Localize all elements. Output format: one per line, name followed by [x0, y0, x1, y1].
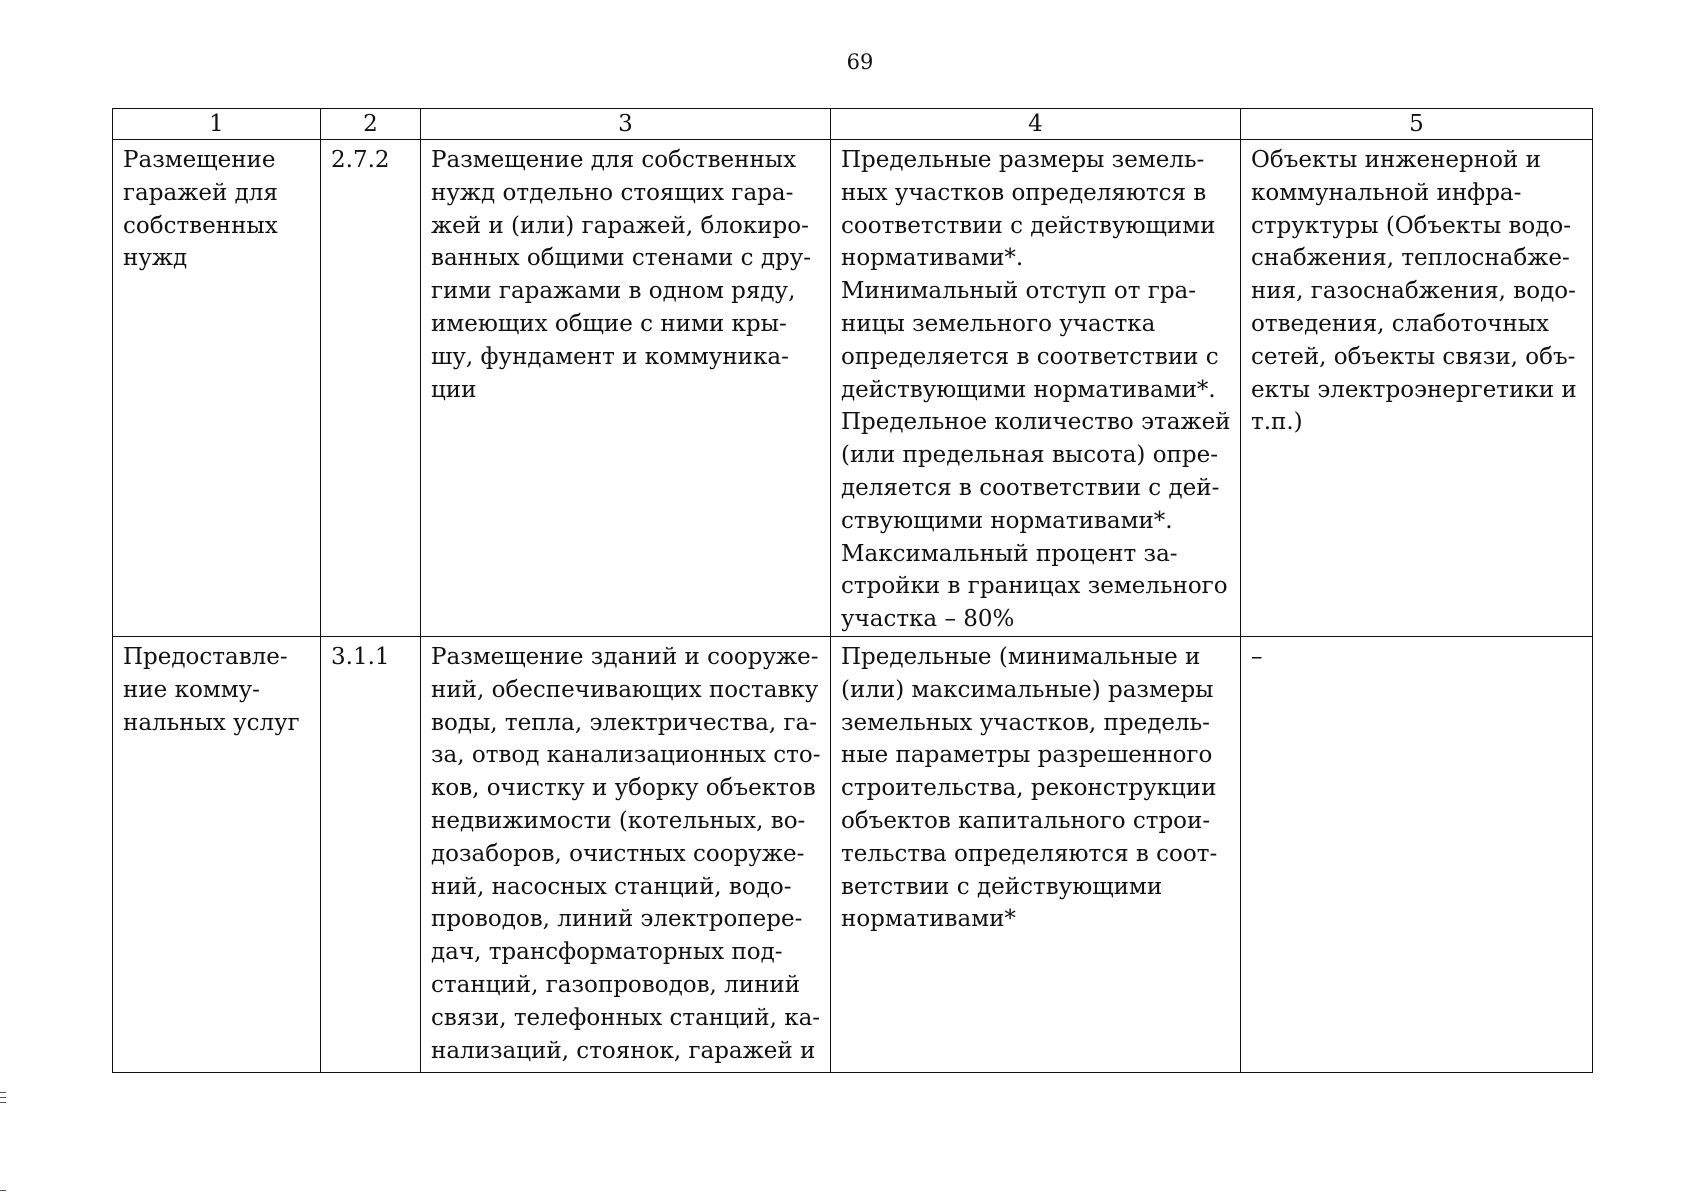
- column-header-4: 4: [831, 109, 1241, 140]
- cell-line: ков, очистку и уборку объектов: [431, 775, 816, 802]
- cell-line: отведения, слаботочных: [1251, 310, 1549, 337]
- cell-line: Размещение зданий и сооруже-: [431, 643, 819, 670]
- cell-line: объектов капитального строи-: [841, 807, 1211, 834]
- cell-line: Размещение для собственных: [431, 147, 797, 173]
- cell-line: ных участков определяются в: [841, 179, 1207, 206]
- cell-line: Предоставле-: [123, 643, 288, 670]
- cell-line: недвижимости (котельных, во-: [431, 807, 806, 834]
- cell-line: ветствии с действующими: [841, 873, 1163, 900]
- column-header-2: 2: [321, 109, 421, 140]
- cell-line: структуры (Объекты водо-: [1251, 212, 1572, 239]
- table-header-row: [113, 109, 1593, 140]
- use-name-cell: [113, 140, 321, 637]
- cell-line: шу, фундамент и коммуника-: [431, 343, 789, 370]
- cell-line: нужд: [123, 245, 188, 272]
- cell-line: ний, обеспечивающих поставку: [431, 676, 819, 703]
- cell-line: т.п.): [1251, 409, 1303, 436]
- column-header-3: 3: [421, 109, 831, 140]
- cell-line: имеющих общие с ними кры-: [431, 310, 787, 337]
- parameters-cell: [831, 636, 1241, 1072]
- cell-line: собственных: [123, 212, 278, 239]
- cell-line: сетей, объекты связи, объ-: [1251, 343, 1576, 370]
- cell-line: екты электроэнергетики и: [1251, 376, 1577, 403]
- cell-line: ний, насосных станций, водо-: [431, 873, 792, 900]
- cell-line: ние комму-: [123, 676, 260, 703]
- use-code-cell: 2.7.2: [321, 140, 421, 637]
- cell-line: за, отвод канализационных сто-: [431, 742, 821, 769]
- ancillary-uses-cell: [1241, 636, 1593, 1072]
- parameters-cell: [831, 140, 1241, 637]
- cell-line: нужд отдельно стоящих гара-: [431, 179, 794, 206]
- cell-line: ванных общими стенами с дру-: [431, 245, 812, 272]
- cell-line: строительства, реконструкции: [841, 775, 1217, 802]
- use-code-cell: 3.1.1: [321, 636, 421, 1072]
- cell-line: ствующими нормативами*.: [841, 507, 1173, 534]
- cell-line: определяется в соответствии с: [841, 343, 1219, 370]
- cell-line: нальных услуг: [123, 709, 300, 736]
- cell-line: проводов, линий электропере-: [431, 906, 803, 933]
- cell-line: жей и (или) гаражей, блокиро-: [431, 212, 809, 239]
- cell-line: гаражей для: [123, 179, 278, 206]
- cell-line: участка – 80%: [841, 606, 1015, 633]
- cell-line: действующими нормативами*.: [841, 376, 1216, 403]
- column-header-5: 5: [1241, 109, 1593, 140]
- scan-edge-mark: [0, 1102, 6, 1103]
- column-header-1: 1: [113, 109, 321, 140]
- cell-line: (или) максимальные) размеры: [841, 676, 1214, 703]
- cell-line: станций, газопроводов, линий: [431, 971, 801, 998]
- cell-line: (или предельная высота) опре-: [841, 442, 1218, 469]
- cell-line: гими гаражами в одном ряду,: [431, 278, 796, 305]
- cell-line: Минимальный отступ от гра-: [841, 278, 1197, 305]
- cell-line: Предельные (минимальные и: [841, 643, 1201, 670]
- page-number: 69: [846, 50, 874, 74]
- cell-line: тельства определяются в соот-: [841, 840, 1218, 867]
- cell-line: Объекты инженерной и: [1251, 147, 1541, 173]
- ancillary-uses-cell: [1241, 140, 1593, 637]
- cell-line: деляется в соответствии с дей-: [841, 474, 1220, 501]
- cell-line: коммунальной инфра-: [1251, 179, 1522, 206]
- scan-edge-mark: [0, 1190, 6, 1191]
- cell-line: воды, тепла, электричества, га-: [431, 709, 817, 736]
- cell-line: Максимальный процент за-: [841, 540, 1178, 567]
- use-description-cell: [421, 636, 831, 1072]
- table-row: [113, 636, 1593, 1072]
- use-name-cell: [113, 636, 321, 1072]
- cell-line: Предельное количество этажей: [841, 409, 1231, 436]
- cell-line: Предельные размеры земель-: [841, 147, 1205, 173]
- cell-line: земельных участков, предель-: [841, 709, 1210, 736]
- scan-edge-mark: [0, 1097, 6, 1098]
- cell-line: ния, газоснабжения, водо-: [1251, 278, 1576, 305]
- cell-line: нализаций, стоянок, гаражей и: [431, 1037, 816, 1064]
- cell-line: ции: [431, 376, 477, 403]
- cell-line: нормативами*: [841, 906, 1016, 933]
- scan-edge-mark: [0, 1092, 6, 1093]
- cell-line: ные параметры разрешенного: [841, 742, 1213, 769]
- cell-line: нормативами*.: [841, 245, 1024, 272]
- land-use-table: [112, 108, 1593, 1073]
- cell-line: ницы земельного участка: [841, 310, 1156, 337]
- cell-line: соответствии с действующими: [841, 212, 1216, 239]
- table-row: [113, 140, 1593, 637]
- cell-line: связи, телефонных станций, ка-: [431, 1004, 821, 1031]
- cell-line: дач, трансформаторных под-: [431, 939, 783, 966]
- cell-line: Размещение: [123, 147, 276, 173]
- cell-line: –: [1251, 643, 1263, 670]
- cell-line: дозаборов, очистных сооруже-: [431, 840, 805, 867]
- use-description-cell: [421, 140, 831, 637]
- cell-line: снабжения, теплоснабже-: [1251, 245, 1570, 272]
- cell-line: стройки в границах земельного: [841, 573, 1228, 600]
